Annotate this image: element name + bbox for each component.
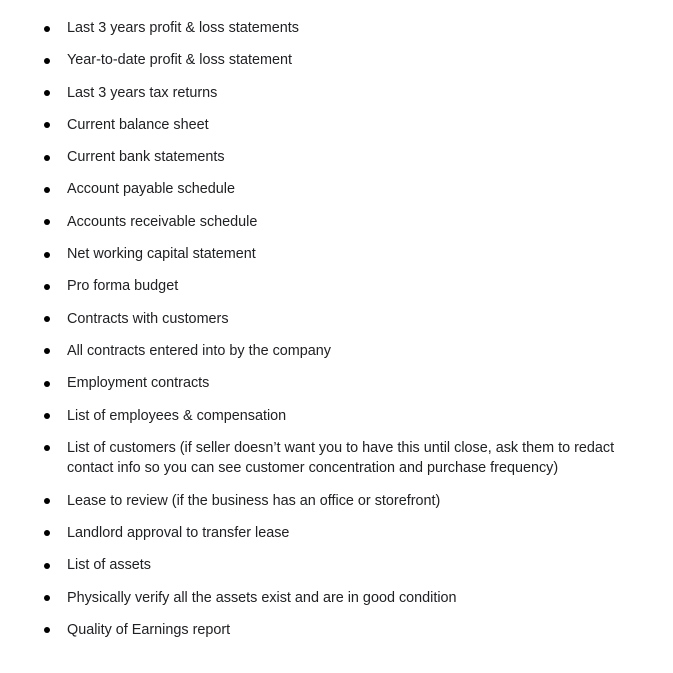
list-item-text: Last 3 years profit & loss statements <box>67 20 299 36</box>
list-item-text: List of employees & compensation <box>67 407 287 424</box>
list-item-text: List of assets <box>67 557 151 574</box>
list-item-text: Year-to-date profit & loss statement <box>67 52 293 69</box>
bullet-icon <box>44 413 50 419</box>
list-item <box>0 83 673 104</box>
list-item <box>0 438 673 479</box>
list-item <box>0 588 673 609</box>
list-item-text: Employment contracts <box>67 375 210 392</box>
list-item <box>0 147 673 168</box>
bullet-icon <box>44 122 50 128</box>
bullet-icon <box>44 445 50 451</box>
list-item <box>0 373 673 394</box>
list-item <box>0 276 673 297</box>
list-item-text: Accounts receivable schedule <box>67 213 258 230</box>
list-item-text: All contracts entered into by the company <box>67 342 331 359</box>
bullet-icon <box>44 90 50 96</box>
list-item <box>0 50 673 71</box>
list-item-text: Pro forma budget <box>67 278 179 295</box>
bullet-icon <box>44 284 50 290</box>
bullet-icon <box>44 26 50 32</box>
bullet-icon <box>44 316 50 322</box>
bullet-icon <box>44 498 50 504</box>
bullet-icon <box>44 627 50 633</box>
bullet-icon <box>44 595 50 601</box>
list-item-text: Contracts with customers <box>67 310 229 327</box>
list-item-text: Current bank statements <box>67 149 225 166</box>
bullet-icon <box>44 187 50 193</box>
list-item <box>0 406 673 427</box>
list-item-text: Physically verify all the assets exist and are in good condition <box>67 589 457 606</box>
list-item <box>0 491 673 512</box>
list-item-text: Account payable schedule <box>67 181 236 198</box>
list-item-text: Landlord approval to transfer lease <box>67 524 290 541</box>
list-item <box>0 309 673 330</box>
bullet-icon <box>44 381 50 387</box>
bullet-icon <box>44 219 50 225</box>
list-item <box>0 18 673 39</box>
bullet-icon <box>44 252 50 258</box>
list-item <box>0 523 673 544</box>
bullet-icon <box>44 348 50 354</box>
list-item-text: Net working capital statement <box>67 246 256 263</box>
list-item <box>0 115 673 136</box>
list-item-text: Current balance sheet <box>67 116 209 133</box>
bullet-icon <box>44 58 50 64</box>
bullet-icon <box>44 563 50 569</box>
list-item <box>0 179 673 200</box>
bullet-icon <box>44 155 50 161</box>
list-item-text: Last 3 years tax returns <box>67 84 218 101</box>
list-item-text: List of customers (if seller doesn’t want you to have this until close, ask them to redact contact info so you can see customer concentration and purchase frequency) <box>67 439 615 477</box>
list-item <box>0 244 673 265</box>
list-item <box>0 212 673 233</box>
list-item-text: Lease to review (if the business has an office or storefront) <box>67 492 441 509</box>
due-diligence-checklist <box>0 18 673 640</box>
list-item <box>0 555 673 576</box>
list-item-text: Quality of Earnings report <box>67 621 231 638</box>
bullet-icon <box>44 530 50 536</box>
list-item <box>0 620 673 641</box>
list-item <box>0 341 673 362</box>
